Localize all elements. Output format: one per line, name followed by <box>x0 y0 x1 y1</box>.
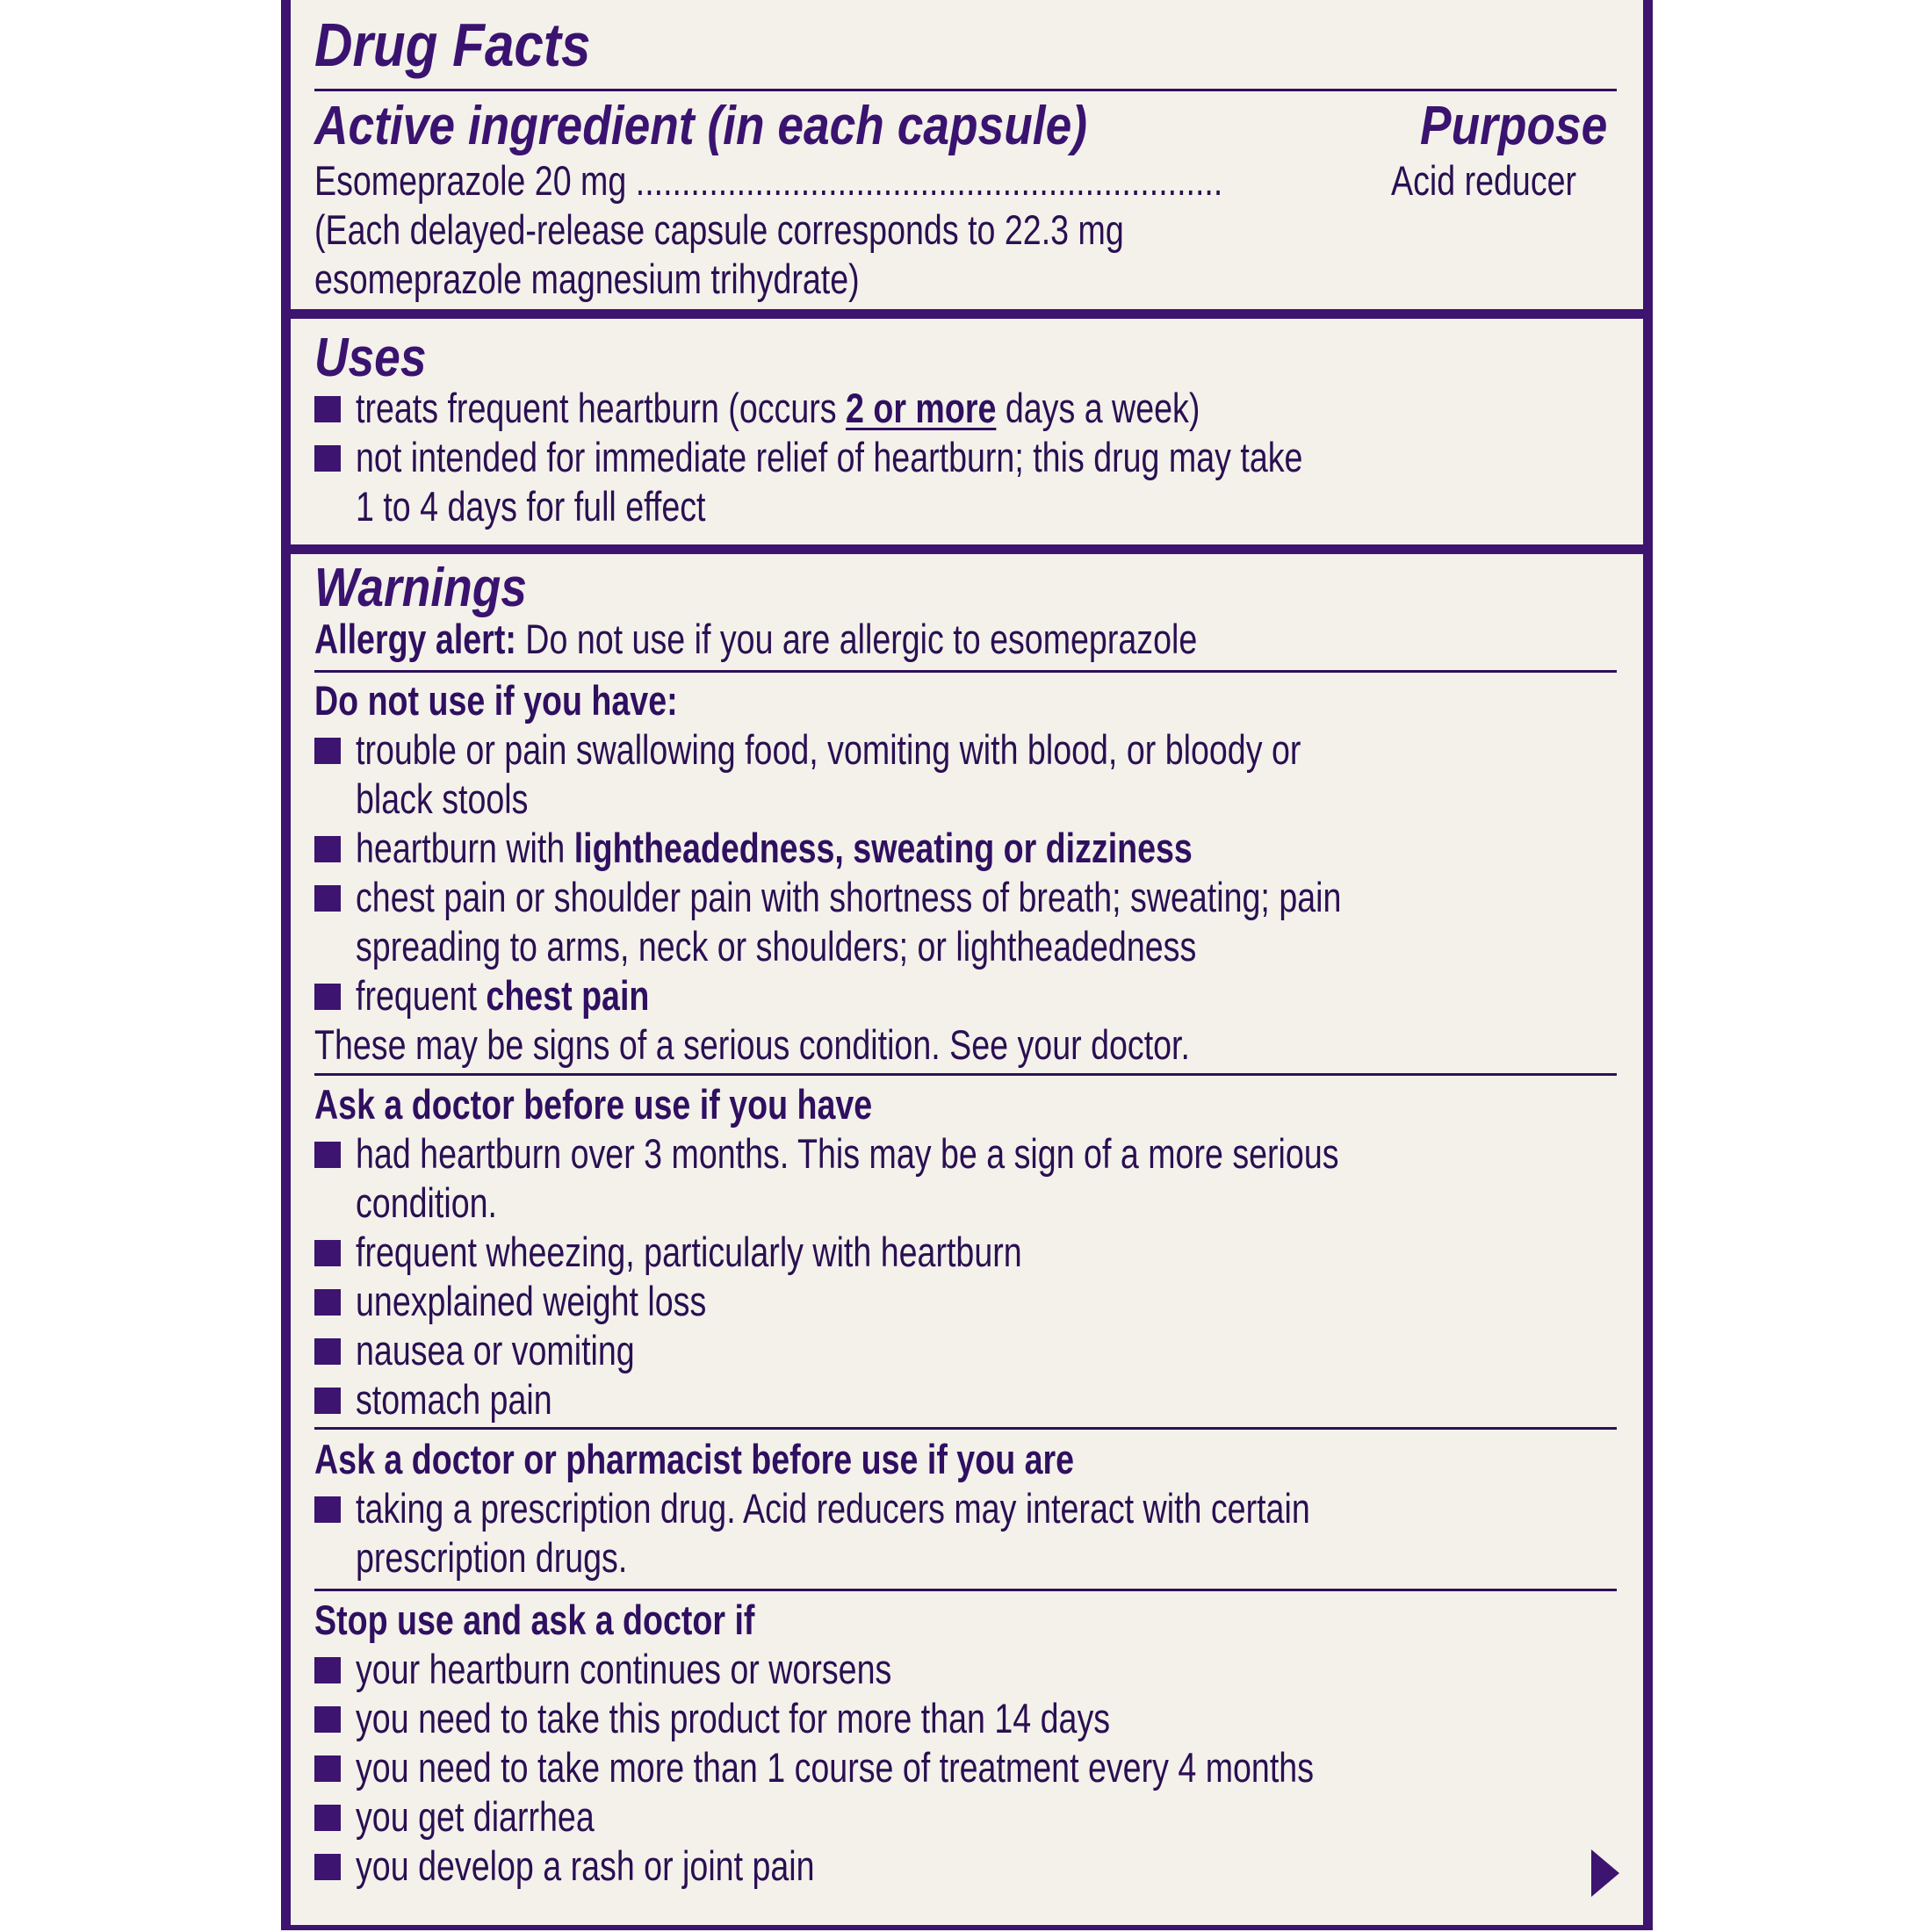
do-not-use-item: trouble or pain swallowing food, vomiting with blood, or bloody or <box>356 726 1301 773</box>
ask-doctor-item: stomach pain <box>356 1376 552 1423</box>
do-not-use-heading: Do not use if you have: <box>314 677 678 724</box>
bullet-icon <box>314 1338 341 1365</box>
uses-item: not intended for immediate relief of heartburn; this drug may take <box>356 434 1303 480</box>
allergy-alert-text: Do not use if you are allergic to esomeprazole <box>515 616 1198 662</box>
uses-item-text: treats frequent heartburn (occurs <box>356 385 847 431</box>
do-not-use-footer: These may be signs of a serious condition. See your doctor. <box>314 1021 1190 1068</box>
bullet-icon <box>314 1496 341 1523</box>
do-not-use-item <box>356 824 1193 873</box>
ask-doctor-item: frequent wheezing, particularly with heartburn <box>356 1229 1022 1275</box>
stop-use-item: you need to take more than 1 course of treatment every 4 months <box>356 1744 1315 1791</box>
stop-use-item: you need to take this product for more than 14 days <box>356 1695 1111 1741</box>
do-not-use-item-continued: black stools <box>356 775 529 822</box>
bullet-icon <box>314 738 341 764</box>
uses-heading: Uses <box>314 328 427 388</box>
uses-item <box>356 384 1200 433</box>
uses-item-continued: 1 to 4 days for full effect <box>356 483 706 530</box>
ingredient-note: esomeprazole magnesium trihydrate) <box>314 256 860 302</box>
bullet-icon <box>314 1657 341 1683</box>
bullet-icon <box>314 1805 341 1831</box>
bullet-icon <box>314 1289 341 1316</box>
bullet-icon <box>314 1755 341 1782</box>
do-not-use-item <box>356 971 649 1020</box>
do-not-use-item-text: frequent <box>356 972 487 1019</box>
stop-use-heading: Stop use and ask a doctor if <box>314 1597 755 1643</box>
continue-arrow-icon <box>1591 1849 1619 1897</box>
bullet-icon <box>314 1142 341 1168</box>
uses-item-text: days a week) <box>996 385 1200 431</box>
allergy-alert-label: Allergy alert: <box>314 616 516 662</box>
ask-pharmacist-heading: Ask a doctor or pharmacist before use if you are <box>314 1436 1075 1482</box>
bullet-icon <box>314 885 341 912</box>
ingredient-note: (Each delayed-release capsule corresponds to 22.3 mg <box>314 206 1124 253</box>
bullet-icon <box>314 1388 341 1414</box>
warnings-heading: Warnings <box>314 558 527 618</box>
divider <box>314 670 1617 673</box>
do-not-use-item: chest pain or shoulder pain with shortness of breath; sweating; pain <box>356 874 1342 920</box>
ask-doctor-heading: Ask a doctor before use if you have <box>314 1081 873 1128</box>
bullet-icon <box>314 1240 341 1266</box>
do-not-use-item-emphasis: chest pain <box>486 972 650 1019</box>
allergy-alert <box>314 615 1197 664</box>
bullet-icon <box>314 836 341 862</box>
ask-doctor-item-continued: condition. <box>356 1179 497 1226</box>
do-not-use-item-emphasis: lightheadedness, sweating or dizziness <box>573 825 1193 871</box>
ask-pharmacist-item: taking a prescription drug. Acid reducers may interact with certain <box>356 1485 1310 1532</box>
stop-use-item: your heartburn continues or worsens <box>356 1646 892 1692</box>
do-not-use-item-continued: spreading to arms, neck or shoulders; or lightheadedness <box>356 923 1197 970</box>
ask-doctor-item: nausea or vomiting <box>356 1327 635 1373</box>
stop-use-item: you develop a rash or joint pain <box>356 1842 815 1889</box>
stop-use-item: you get diarrhea <box>356 1793 595 1840</box>
page-title: Drug Facts <box>314 11 591 79</box>
divider <box>314 1073 1617 1076</box>
ingredient-name: Esomeprazole 20 mg <box>314 157 627 204</box>
purpose-value: Acid reducer <box>1391 157 1577 204</box>
bullet-icon <box>314 1706 341 1733</box>
bullet-icon <box>314 984 341 1010</box>
purpose-heading: Purpose <box>1420 96 1608 156</box>
leader-dots: ................................................................ <box>635 157 1223 204</box>
bullet-icon <box>314 1854 341 1880</box>
active-ingredient-heading: Active ingredient (in each capsule) <box>314 96 1088 156</box>
do-not-use-item-text: heartburn with <box>356 825 574 871</box>
uses-item-emphasis: 2 or more <box>846 385 997 431</box>
ask-doctor-item: had heartburn over 3 months. This may be a sign of a more serious <box>356 1130 1339 1177</box>
bullet-icon <box>314 396 341 422</box>
bullet-icon <box>314 445 341 472</box>
ask-doctor-item: unexplained weight loss <box>356 1278 707 1324</box>
divider <box>314 1589 1617 1591</box>
divider <box>314 1427 1617 1430</box>
ask-pharmacist-item-continued: prescription drugs. <box>356 1534 628 1581</box>
section-divider <box>281 309 1653 319</box>
